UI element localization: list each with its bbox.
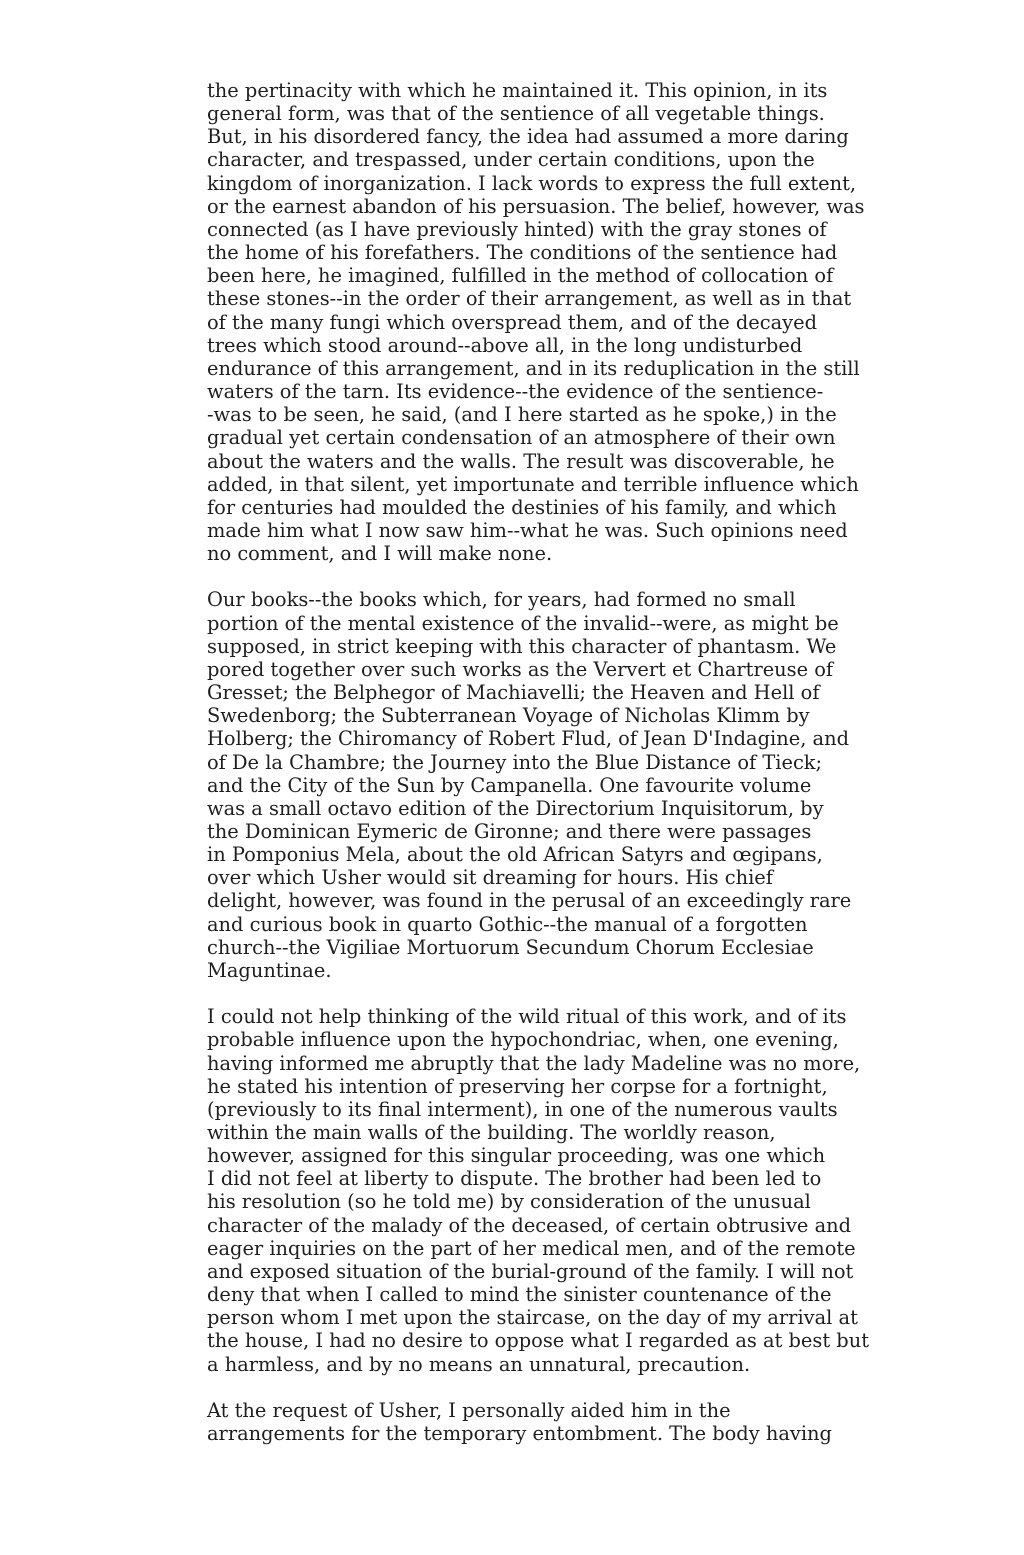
text-line: portion of the mental existence of the invalid--were, as might be (207, 611, 839, 635)
text-line: Holberg; the Chiromancy of Robert Flud, of Jean D'Indagine, and (207, 727, 849, 751)
text-line: added, in that silent, yet importunate and terrible influence which (207, 472, 859, 496)
text-line: over which Usher would sit dreaming for hours. His chief (207, 866, 773, 890)
text-line: kingdom of inorganization. I lack words to express the full extent, (207, 171, 857, 195)
text-line: supposed, in strict keeping with this character of phantasm. We (207, 634, 837, 658)
text-line: connected (as I have previously hinted) with the gray stones of (207, 217, 827, 241)
text-line: person whom I met upon the staircase, on the day of my arrival at (207, 1306, 858, 1330)
text-line: of the many fungi which overspread them, and of the decayed (207, 310, 818, 334)
text-line: At the request of Usher, I personally aided him in the (207, 1398, 731, 1422)
text-line: Swedenborg; the Subterranean Voyage of Nicholas Klimm by (207, 704, 810, 728)
paragraph-4 (207, 1399, 837, 1445)
text-line: was a small octavo edition of the Directorium Inquisitorum, by (207, 796, 824, 820)
text-line: these stones--in the order of their arrangement, as well as in that (207, 287, 852, 311)
text-line: a harmless, and by no means an unnatural, precaution. (207, 1352, 751, 1376)
text-line: for centuries had moulded the destinies of his family, and which (207, 495, 837, 519)
text-line: or the earnest abandon of his persuasion. The belief, however, was (207, 194, 865, 218)
text-line: general form, was that of the sentience of all vegetable things. (207, 102, 825, 126)
text-line: But, in his disordered fancy, the idea had assumed a more daring (207, 125, 849, 149)
text-line: Maguntinae. (207, 958, 332, 982)
text-line: (previously to its final interment), in one of the numerous vaults (207, 1097, 838, 1121)
paragraph-2 (207, 588, 852, 982)
text-line: having informed me abruptly that the lady Madeline was no more, (207, 1051, 861, 1075)
text-line: -was to be seen, he said, (and I here started as he spoke,) in the (207, 403, 837, 427)
text-line: the Dominican Eymeric de Gironne; and there were passages (207, 819, 812, 843)
text-line: made him what I now saw him--what he was. Such opinions need (207, 518, 848, 542)
text-line: been here, he imagined, fulfilled in the method of collocation of (207, 264, 834, 288)
text-line: trees which stood around--above all, in the long undisturbed (207, 333, 803, 357)
paragraph-1 (207, 79, 865, 566)
text-line: pored together over such works as the Ververt et Chartreuse of (207, 657, 834, 681)
text-line: in Pomponius Mela, about the old African Satyrs and œgipans, (207, 843, 823, 867)
text-line: no comment, and I will make none. (207, 542, 553, 566)
text-line: deny that when I called to mind the sinister countenance of the (207, 1283, 832, 1307)
text-line: he stated his intention of preserving her corpse for a fortnight, (207, 1074, 828, 1098)
text-line: delight, however, was found in the perusal of an exceedingly rare (207, 889, 852, 913)
text-line: I could not help thinking of the wild ritual of this work, and of its (207, 1005, 847, 1029)
text-line: of De la Chambre; the Journey into the Blue Distance of Tieck; (207, 750, 823, 774)
text-line: within the main walls of the building. The worldly reason, (207, 1121, 776, 1144)
text-line: his resolution (so he told me) by consideration of the unusual (207, 1190, 811, 1214)
text-line: gradual yet certain condensation of an atmosphere of their own (207, 426, 836, 450)
text-line: Our books--the books which, for years, had formed no small (207, 588, 796, 612)
text-line: about the waters and the walls. The result was discoverable, he (207, 449, 835, 473)
text-line: eager inquiries on the part of her medical men, and of the remote (207, 1236, 856, 1260)
text-line: and the City of the Sun by Campanella. One favourite volume (207, 773, 812, 797)
text-line: arrangements for the temporary entombment. The body having (207, 1422, 832, 1446)
text-line: and curious book in quarto Gothic--the manual of a forgotten (207, 912, 808, 936)
text-line: the pertinacity with which he maintained it. This opinion, in its (207, 79, 828, 102)
text-line: waters of the tarn. Its evidence--the evidence of the sentience- (207, 380, 824, 404)
paragraph-3 (207, 1005, 869, 1376)
text-line: I did not feel at liberty to dispute. The brother had been led to (207, 1167, 822, 1191)
text-line: church--the Vigiliae Mortuorum Secundum Chorum Ecclesiae (207, 935, 814, 959)
text-line: however, assigned for this singular proceeding, was one which (207, 1144, 826, 1168)
text-line: the house, I had no desire to oppose what I regarded as at best but (207, 1329, 869, 1353)
text-line: character, and trespassed, under certain conditions, upon the (207, 148, 815, 172)
text-line: and exposed situation of the burial-ground of the family. I will not (207, 1259, 854, 1283)
text-line: Gresset; the Belphegor of Machiavelli; the Heaven and Hell of (207, 681, 820, 705)
text-line: the home of his forefathers. The conditions of the sentience had (207, 241, 838, 265)
text-line: probable influence upon the hypochondriac, when, one evening, (207, 1028, 839, 1052)
text-line: endurance of this arrangement, and in its reduplication in the still (207, 356, 860, 380)
text-line: character of the malady of the deceased, of certain obtrusive and (207, 1213, 852, 1237)
page-body (207, 79, 869, 1468)
